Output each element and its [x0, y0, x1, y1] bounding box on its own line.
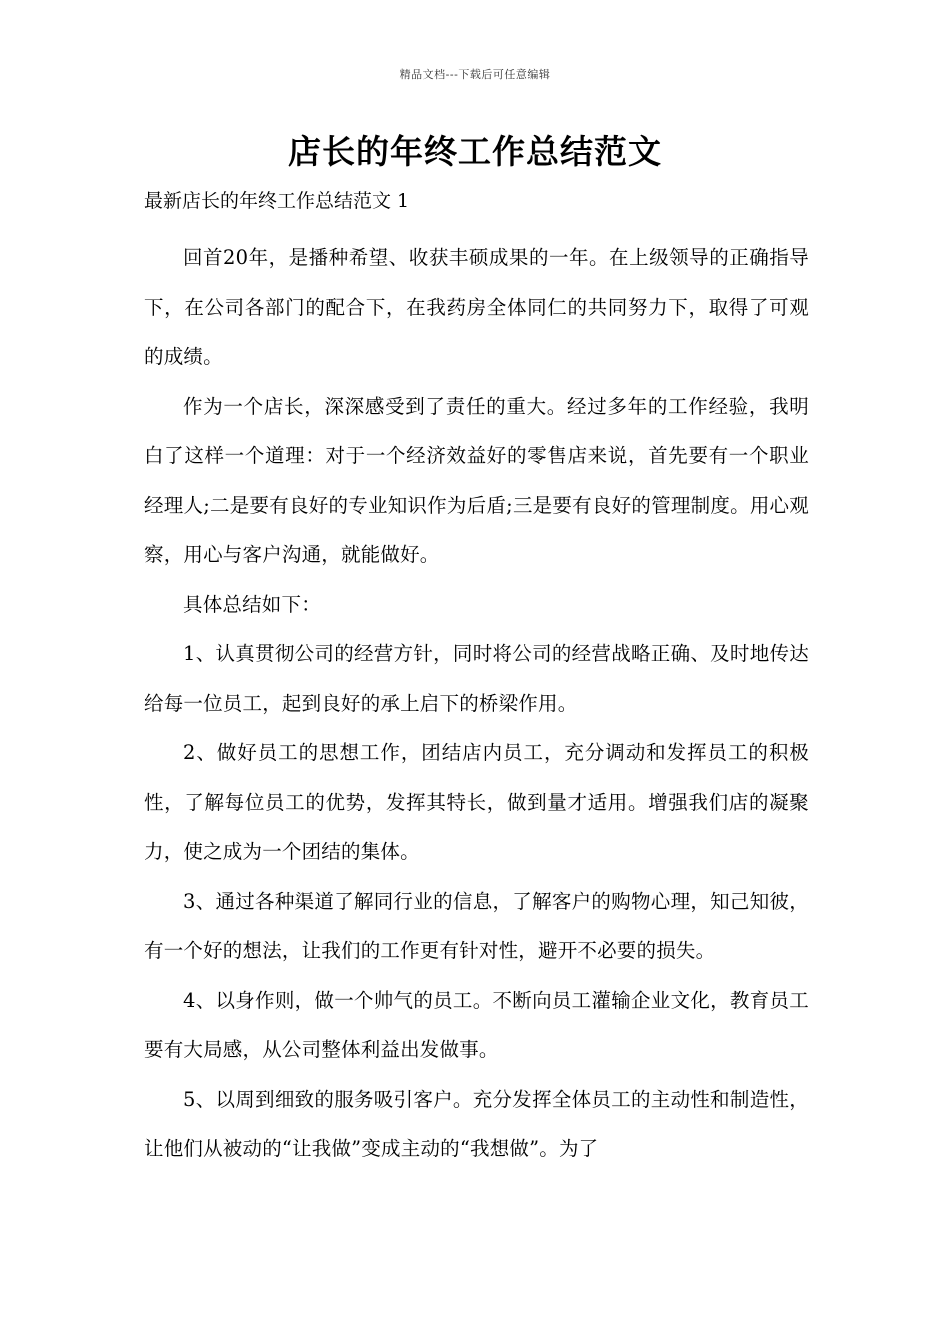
paragraph-item-1: 1、认真贯彻公司的经营方针，同时将公司的经营战略正确、及时地传达给每一位员工，起到良好的承上启下的桥梁作用。 — [144, 642, 809, 715]
paragraph-item-2: 2、做好员工的思想工作，团结店内员工，充分调动和发挥员工的积极性，了解每位员工的优势，发挥其特长，做到量才适用。增强我们店的凝聚力，使之成为一个团结的集体。 — [144, 741, 809, 863]
header-note: 精品文档---下载后可任意编辑 — [399, 68, 551, 81]
paragraph-intro: 回首20年，是播种希望、收获丰硕成果的一年。在上级领导的正确指导下，在公司各部门的配合下，在我药房全体同仁的共同努力下，取得了可观的成绩。 — [144, 246, 809, 368]
paragraph-summary-heading: 具体总结如下： — [183, 592, 321, 616]
paragraph-item-5: 5、以周到细致的服务吸引客户。充分发挥全体员工的主动性和制造性，让他们从被动的“让我做”变成主动的“我想做”。为了 — [144, 1087, 809, 1160]
document-subtitle: 最新店长的年终工作总结范文 1 — [144, 190, 410, 212]
paragraph-role: 作为一个店长，深深感受到了责任的重大。经过多年的工作经验，我明白了这样一个道理：对于一个经济效益好的零售店来说，首先要有一个职业经理人;二是要有良好的专业知识作为后盾;三是要有良好的管理制度。用心观察，用心与客户沟通，就能做好。 — [144, 394, 809, 566]
paragraph-item-3: 3、通过各种渠道了解同行业的信息，了解客户的购物心理，知己知彼，有一个好的想法，让我们的工作更有针对性，避开不必要的损失。 — [144, 889, 809, 962]
document-body — [144, 233, 809, 1174]
document-title: 店长的年终工作总结范文 — [288, 132, 662, 171]
paragraph-item-4: 4、以身作则，做一个帅气的员工。不断向员工灌输企业文化，教育员工要有大局感，从公司整体利益出发做事。 — [144, 988, 809, 1061]
